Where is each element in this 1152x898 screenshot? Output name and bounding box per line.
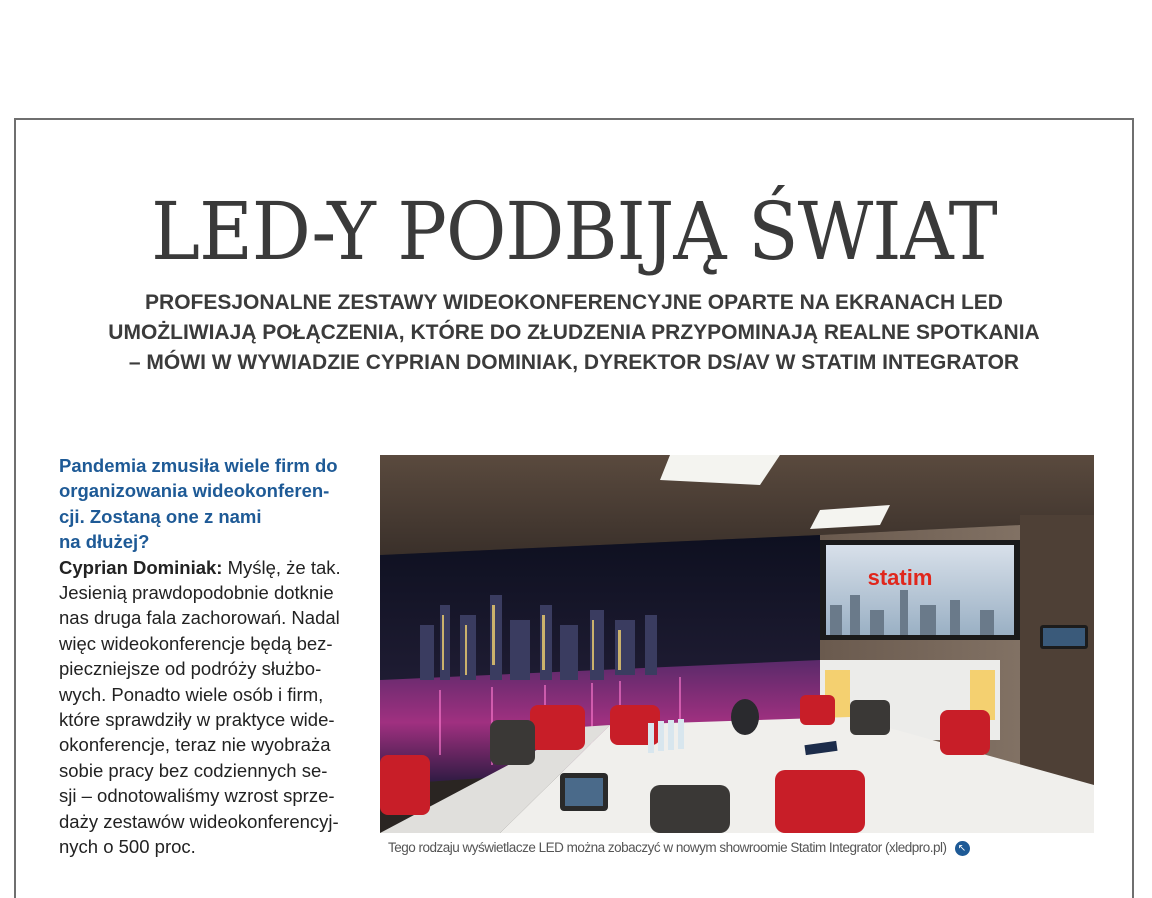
answer-line: okonferencje, teraz nie wyobraża <box>59 734 331 756</box>
text-column <box>59 453 359 860</box>
answer-line: które sprawdziły w praktyce wide- <box>59 709 335 731</box>
lead-line: – MÓWI W WYWIADZIE CYPRIAN DOMINIAK, DYREKTOR DS/AV W STATIM INTEGRATOR <box>128 351 1020 374</box>
caption-text: Tego rodzaju wyświetlacze LED można zobaczyć w nowym showroomie Statim Integrator (xledpro.pl) <box>388 840 947 855</box>
answer-line: więc wideokonferencje będą bez- <box>59 632 333 654</box>
article-frame <box>14 118 1134 898</box>
interview-answer <box>59 555 359 860</box>
answer-line: Jesienią prawdopodobnie dotknie <box>59 582 334 604</box>
photo-illustration <box>380 455 1094 833</box>
answer-line: daży zestawów wideokonferencyj- <box>59 810 339 832</box>
answer-line: nas druga fala zachorowań. Nadal <box>59 607 340 629</box>
answer-line: sobie pracy bez codziennych se- <box>59 759 328 781</box>
photo-caption <box>388 840 1088 856</box>
speaker-name: Cyprian Dominiak: <box>59 556 223 578</box>
answer-line: pieczniejsze od podróży służbo- <box>59 658 322 680</box>
question-line: cji. Zostaną one z nami <box>59 505 262 527</box>
question-line: Pandemia zmusiła wiele firm do <box>59 455 338 476</box>
answer-text: Myślę, że tak. <box>222 556 341 578</box>
conference-room-photo <box>380 455 1094 833</box>
lead-paragraph <box>16 288 1132 378</box>
link-arrow-icon[interactable]: ↖ <box>955 841 970 856</box>
answer-line <box>59 555 359 580</box>
answer-line: sji – odnotowaliśmy wzrost sprze- <box>59 785 335 807</box>
question-line: organizowania wideokonferen- <box>59 480 330 502</box>
lead-line: UMOŻLIWIAJĄ POŁĄCZENIA, KTÓRE DO ZŁUDZENIA PRZYPOMINAJĄ REALNE SPOTKANIA <box>108 321 1040 344</box>
interview-question <box>59 453 359 555</box>
question-line: na dłużej? <box>59 531 150 553</box>
screen-logo: statim <box>867 565 933 590</box>
headline: LED-Y PODBIJĄ ŚWIAT <box>151 185 997 278</box>
answer-line: wych. Ponadto wiele osób i firm, <box>59 683 324 705</box>
lead-line: PROFESJONALNE ZESTAWY WIDEOKONFERENCYJNE OPARTE NA EKRANACH LED <box>145 291 1003 314</box>
answer-line: nych o 500 proc. <box>59 836 196 858</box>
